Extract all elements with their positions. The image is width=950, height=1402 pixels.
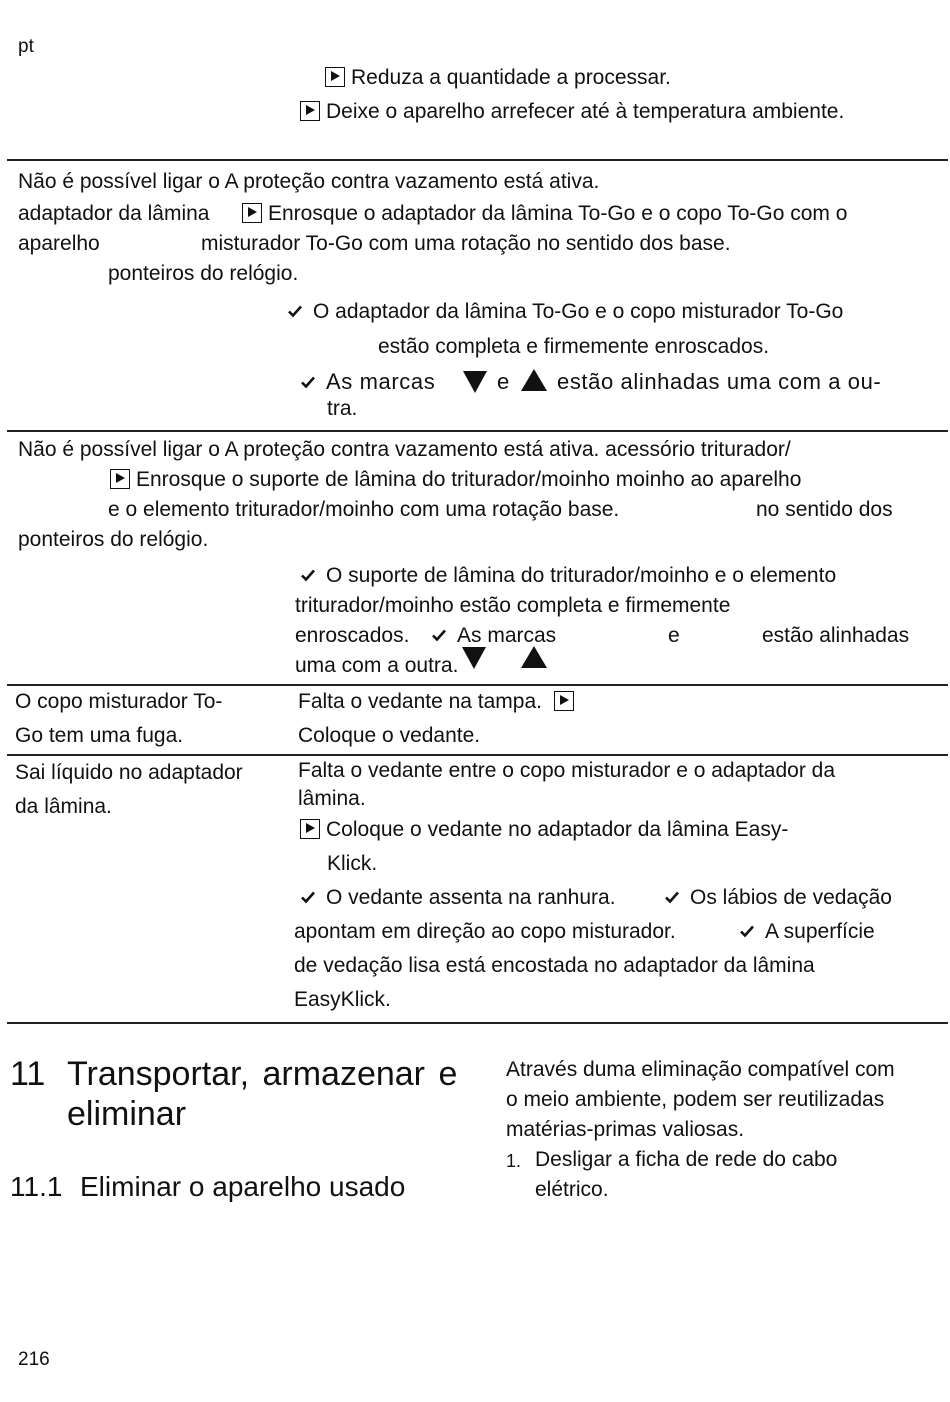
result-check bbox=[739, 921, 875, 942]
result-text: tra. bbox=[327, 397, 358, 420]
result-text: estão alinhadas uma com a ou- bbox=[557, 369, 882, 394]
result-text: apontam em direção ao copo misturador. bbox=[294, 920, 676, 943]
result-text: EasyKlick. bbox=[294, 988, 391, 1011]
remedy-text: no sentido dos bbox=[756, 498, 893, 521]
problem-text: da lâmina. bbox=[15, 795, 112, 818]
result-text: O suporte de lâmina do triturador/moinho e o elemento bbox=[326, 564, 837, 587]
remedy-text: e o elemento triturador/moinho com uma rotação base. bbox=[108, 498, 620, 521]
remedy-step bbox=[300, 819, 788, 840]
check-icon bbox=[300, 567, 316, 583]
result-check bbox=[287, 301, 843, 322]
remedy-text: Enrosque o suporte de lâmina do triturador/moinho moinho ao aparelho bbox=[136, 468, 802, 491]
page-number: 216 bbox=[18, 1349, 50, 1370]
step-number: 1. bbox=[506, 1151, 522, 1171]
result-check bbox=[300, 565, 836, 586]
result-text: As marcas bbox=[326, 369, 436, 394]
result-text: uma com a outra. bbox=[295, 654, 459, 677]
problem-text: O copo misturador To- bbox=[15, 690, 223, 713]
result-text: As marcas bbox=[457, 624, 557, 647]
check-icon bbox=[664, 889, 680, 905]
check-icon bbox=[739, 923, 755, 939]
result-text: A superfície bbox=[765, 920, 875, 943]
table-divider bbox=[7, 159, 948, 161]
remedy-text: Coloque o vedante. bbox=[298, 724, 481, 747]
paragraph-line: o meio ambiente, podem ser reutilizadas bbox=[506, 1088, 885, 1111]
cause-text: Falta o vedante entre o copo misturador e o adaptador da bbox=[298, 759, 836, 782]
result-text: e bbox=[497, 369, 510, 394]
table-divider bbox=[7, 430, 948, 432]
language-label: pt bbox=[18, 36, 34, 57]
play-step-icon bbox=[300, 819, 320, 839]
result-text: O vedante assenta na ranhura. bbox=[326, 886, 616, 909]
paragraph-line: Através duma eliminação compatível com bbox=[506, 1058, 895, 1081]
cause-text: lâmina. bbox=[298, 787, 366, 810]
remedy-step bbox=[325, 67, 671, 88]
remedy-text: Deixe o aparelho arrefecer até à temperatura ambiente. bbox=[326, 100, 845, 123]
remedy-text: Coloque o vedante no adaptador da lâmina Easy- bbox=[326, 818, 789, 841]
result-text: estão alinhadas bbox=[762, 624, 910, 647]
check-icon bbox=[431, 627, 447, 643]
result-text: enroscados. bbox=[295, 624, 410, 647]
subsection-title: Eliminar o aparelho usado bbox=[80, 1171, 406, 1202]
marker-up-icon bbox=[521, 369, 547, 391]
result-text: e bbox=[668, 624, 680, 647]
remedy-step bbox=[110, 469, 801, 490]
cause-text bbox=[298, 691, 580, 712]
result-check bbox=[431, 625, 556, 646]
table-divider bbox=[7, 754, 948, 756]
remedy-text: misturador To-Go com uma rotação no sentido dos base. bbox=[201, 232, 731, 255]
remedy-text: ponteiros do relógio. bbox=[18, 528, 209, 551]
play-step-icon bbox=[242, 203, 262, 223]
marker-down-icon bbox=[462, 647, 486, 669]
problem-text: adaptador da lâmina bbox=[18, 202, 210, 225]
result-text: de vedação lisa está encostada no adaptador da lâmina bbox=[294, 954, 815, 977]
paragraph-line: matérias-primas valiosas. bbox=[506, 1118, 745, 1141]
play-step-icon bbox=[300, 101, 320, 121]
remedy-step bbox=[300, 101, 844, 122]
problem-text: Go tem uma fuga. bbox=[15, 724, 184, 747]
problem-text: Não é possível ligar o A proteção contra vazamento está ativa. acessório triturador/ bbox=[18, 438, 791, 461]
subsection-number: 11.1 bbox=[10, 1171, 63, 1202]
result-text: Os lábios de vedação bbox=[690, 886, 892, 909]
problem-text: Não é possível ligar o A proteção contra vazamento está ativa. bbox=[18, 170, 600, 193]
section-number: 11 bbox=[10, 1055, 46, 1093]
result-check bbox=[300, 371, 435, 393]
result-text: triturador/moinho estão completa e firmemente bbox=[295, 594, 731, 617]
result-text: estão completa e firmemente enroscados. bbox=[378, 335, 770, 358]
problem-text: Sai líquido no adaptador bbox=[15, 761, 243, 784]
play-step-icon bbox=[554, 691, 574, 711]
section-title: Transportar, armazenar e bbox=[67, 1055, 458, 1093]
remedy-text: Enrosque o adaptador da lâmina To-Go e o copo To-Go com o bbox=[268, 202, 848, 225]
remedy-step bbox=[242, 203, 847, 224]
marker-down-icon bbox=[463, 371, 487, 393]
play-step-icon bbox=[110, 469, 130, 489]
section-title: eliminar bbox=[67, 1095, 187, 1133]
result-check bbox=[664, 887, 892, 908]
table-divider bbox=[7, 1022, 948, 1024]
check-icon bbox=[287, 303, 303, 319]
remedy-text: Reduza a quantidade a processar. bbox=[351, 66, 671, 89]
remedy-text: ponteiros do relógio. bbox=[108, 262, 299, 285]
check-icon bbox=[300, 374, 316, 390]
cause-label: Falta o vedante na tampa. bbox=[298, 690, 542, 713]
result-text: O adaptador da lâmina To-Go e o copo misturador To-Go bbox=[313, 300, 844, 323]
check-icon bbox=[300, 889, 316, 905]
marker-up-icon bbox=[521, 646, 547, 668]
step-text: Desligar a ficha de rede do cabo bbox=[535, 1148, 838, 1171]
step-text: elétrico. bbox=[535, 1178, 609, 1201]
table-divider bbox=[7, 684, 948, 686]
remedy-text: Klick. bbox=[327, 852, 378, 875]
problem-text: aparelho bbox=[18, 232, 100, 255]
play-step-icon bbox=[325, 67, 345, 87]
result-check bbox=[300, 887, 616, 908]
